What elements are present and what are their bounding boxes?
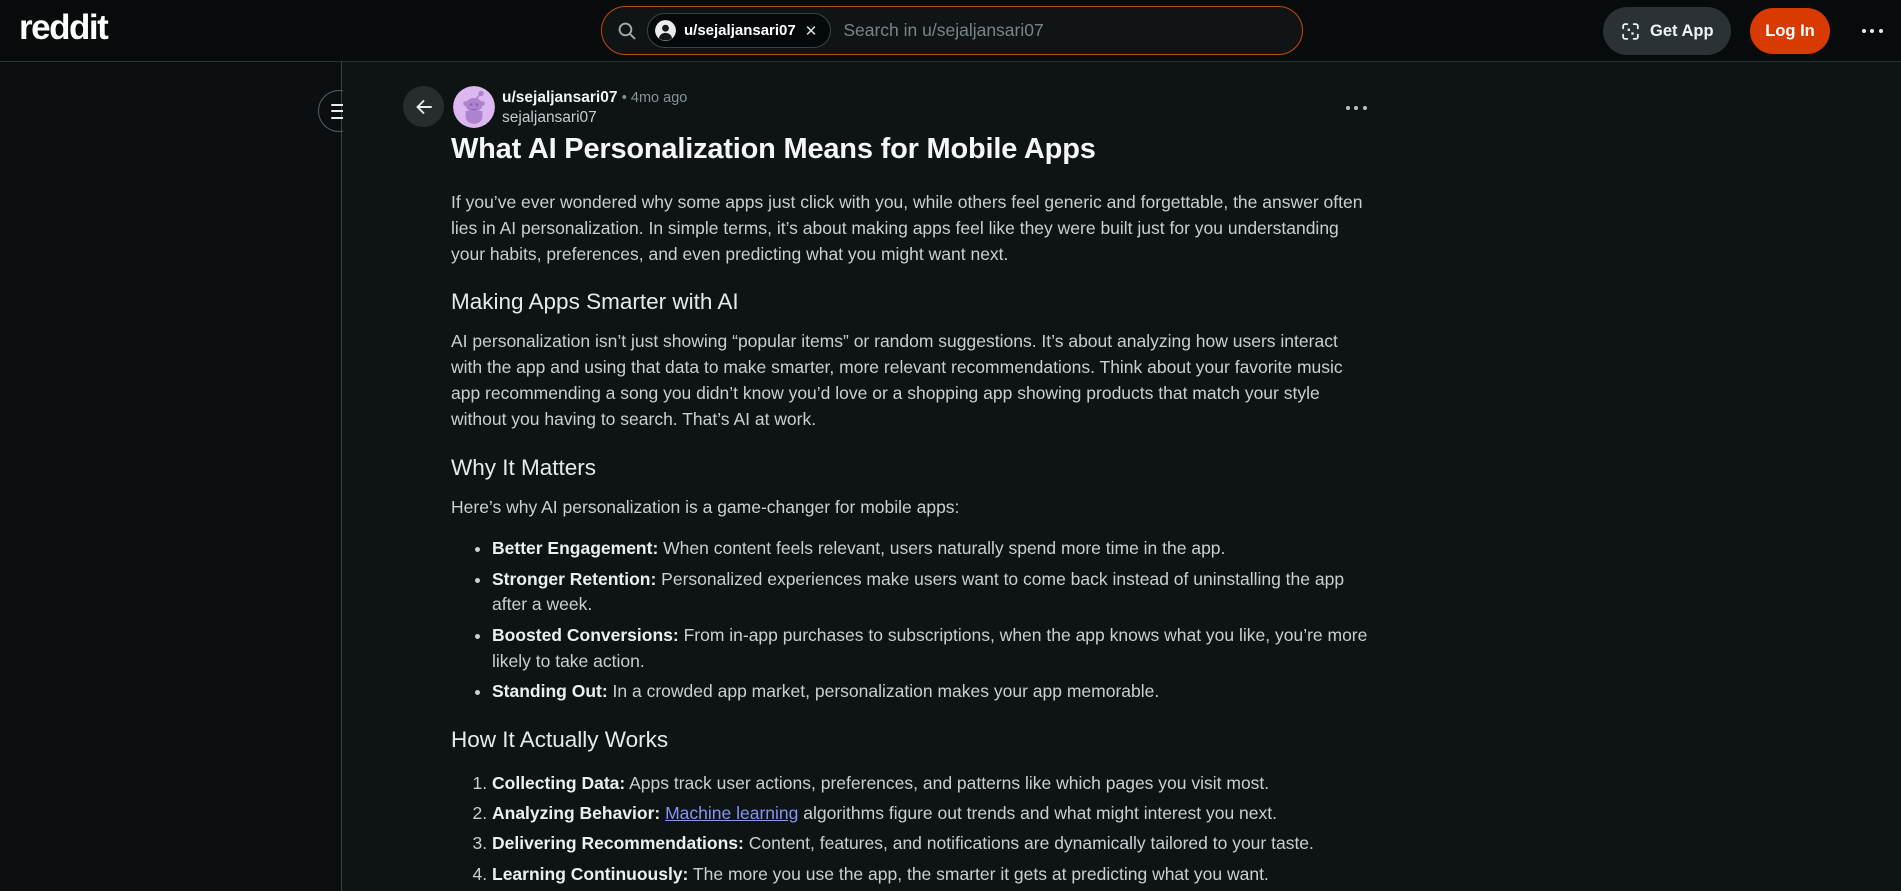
left-sidebar-rail — [0, 62, 342, 891]
get-app-label: Get App — [1650, 21, 1714, 40]
machine-learning-link[interactable]: Machine learning — [665, 802, 799, 823]
post-page — [343, 62, 1901, 891]
list-item: 2. Analyzing Behavior: Machine learning algorithms figure out trends and what might interest you next. — [492, 801, 1369, 827]
search-scope-chip[interactable] — [647, 13, 831, 48]
section-heading-smarter: Making Apps Smarter with AI — [451, 289, 739, 315]
section-heading-how: How It Actually Works — [451, 726, 669, 752]
get-app-button[interactable] — [1603, 7, 1731, 55]
smarter-paragraph: AI personalization isn’t just showing “popular items” or random suggestions. It’s about analyzing how users interact with the app and using that data to make smarter, more relevant recommendations. Think about your favorite music app recommending a song you didn’t know you’d love or a shopping app showing products that match your style without you having to search. That’s AI at work. — [451, 331, 1343, 429]
author-link[interactable]: u/sejaljansari07 — [502, 89, 618, 106]
back-button[interactable] — [403, 86, 444, 127]
top-navbar — [0, 0, 1901, 62]
author-display-name[interactable]: sejaljansari07 — [502, 109, 597, 126]
search-bar[interactable] — [601, 6, 1303, 55]
search-icon — [616, 20, 637, 41]
post-byline — [502, 88, 687, 127]
author-avatar[interactable] — [453, 86, 495, 128]
benefits-list — [451, 536, 1369, 704]
overflow-dots-icon — [1862, 29, 1883, 33]
steps-list — [451, 771, 1369, 888]
list-item: • Stronger Retention: Personalized experiences make users want to come back instead of uninstalling the app after a week. — [492, 567, 1369, 619]
list-item: 3. Delivering Recommendations: Content, features, and notifications are dynamically tailored to your taste. — [492, 831, 1369, 857]
why-lead-paragraph: Here’s why AI personalization is a game-changer for mobile apps: — [451, 496, 960, 517]
back-arrow-icon — [414, 97, 434, 117]
byline-separator: • — [621, 90, 627, 106]
list-item: • Boosted Conversions: From in-app purchases to subscriptions, when the app knows what you like, you’re more likely to take action. — [492, 623, 1369, 675]
search-scope-label: u/sejaljansari07 — [684, 22, 796, 39]
list-item: • Standing Out: In a crowded app market, personalization makes your app memorable. — [492, 679, 1369, 705]
qr-scan-icon — [1620, 21, 1641, 42]
reddit-logo[interactable]: reddit — [19, 8, 108, 47]
section-heading-why: Why It Matters — [451, 454, 597, 480]
list-item: • Better Engagement: When content feels relevant, users naturally spend more time in the app. — [492, 536, 1369, 562]
post-body — [451, 132, 1369, 891]
list-item: 1. Collecting Data: Apps track user actions, preferences, and patterns like which pages you visit most. — [492, 771, 1369, 797]
post-overflow-menu[interactable] — [1338, 90, 1374, 126]
overflow-dots-icon — [1346, 106, 1367, 110]
post-age: 4mo ago — [630, 90, 688, 106]
navbar-overflow-menu[interactable] — [1852, 11, 1892, 51]
post-title: What AI Personalization Means for Mobile Apps — [451, 133, 1096, 165]
log-in-button[interactable]: Log In — [1750, 8, 1830, 54]
profile-circle-icon — [655, 20, 676, 41]
list-item: 4. Learning Continuously: The more you use the app, the smarter it gets at predicting what you want. — [492, 862, 1369, 888]
close-icon[interactable]: ✕ — [804, 22, 818, 40]
intro-paragraph: If you’ve ever wondered why some apps just click with you, while others feel generic and forgettable, the answer often lies in AI personalization. In simple terms, it’s about making apps feel like they were built just for you understanding your habits, preferences, and even predicting what you might want next. — [451, 192, 1363, 264]
search-input[interactable] — [841, 19, 1288, 42]
